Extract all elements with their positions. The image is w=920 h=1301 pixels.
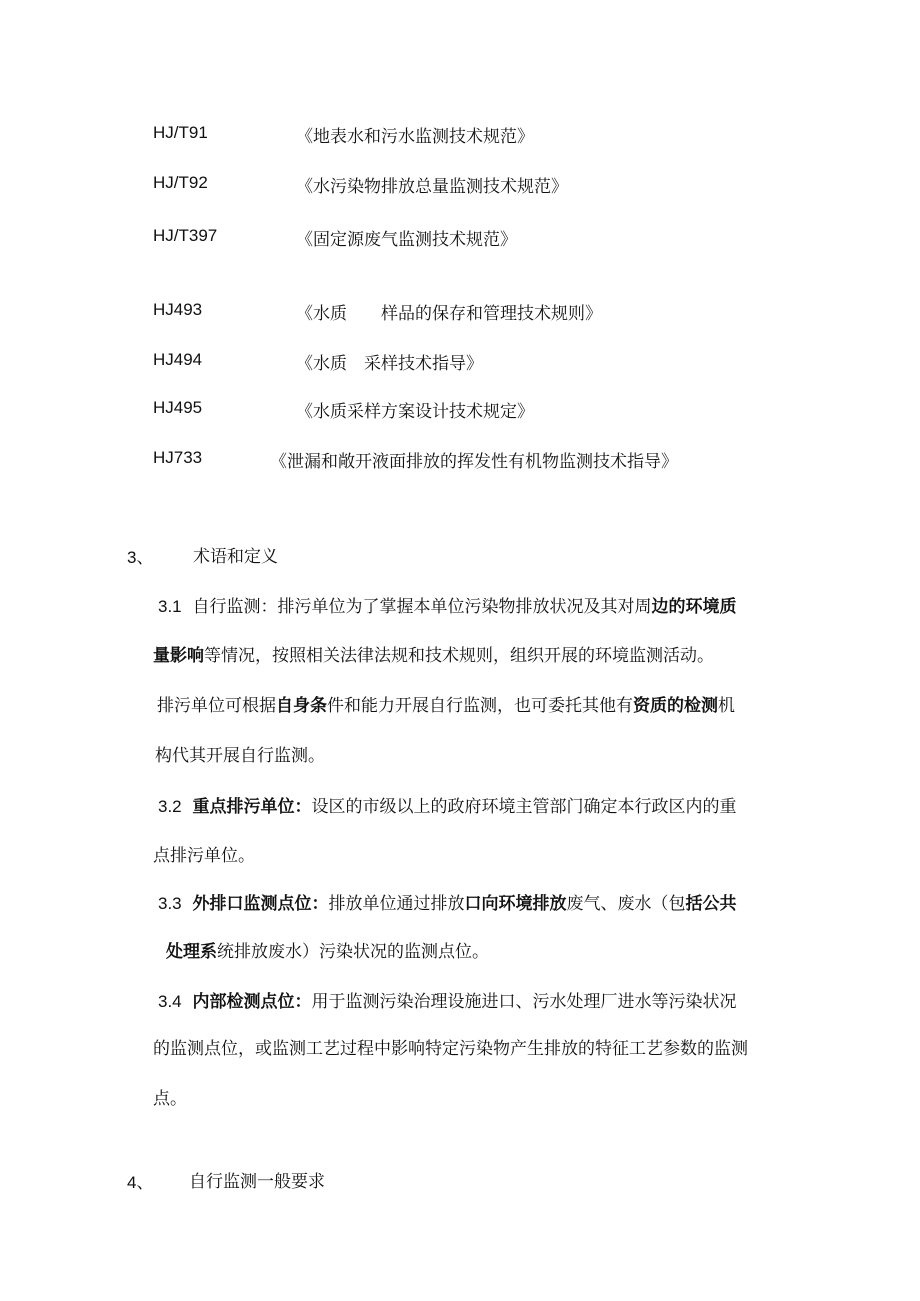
ref-code: HJ/T91 [153,123,208,142]
definition-3-2-line-1: 3.2 重点排污单位：设区的市级以上的政府环境主管部门确定本行政区内的重 [158,797,737,817]
section-number: 3、 [127,548,154,567]
definition-3-4-line-2: 的监测点位，或监测工艺过程中影响特定污染物产生排放的特征工艺参数的监测 [153,1039,748,1059]
section-heading: 术语和定义 [193,547,278,567]
ref-title: 《地表水和污水监测技术规范》 [296,127,534,147]
definition-number: 3.1 [158,597,182,616]
definition-3-3-line-1: 3.3 外排口监测点位：排放单位通过排放口向环境排放废气、废水（包括公共 [158,894,737,914]
ref-title: 《水污染物排放总量监测技术规范》 [296,177,568,197]
definition-number: 3.3 [158,894,182,913]
ref-code: HJ/T92 [153,173,208,192]
section-heading: 自行监测一般要求 [189,1172,325,1192]
definition-3-3-line-2: 处理系统排放废水）污染状况的监测点位。 [166,942,489,962]
ref-code: HJ495 [153,398,203,417]
ref-title: 《水质 样品的保存和管理技术规则》 [296,304,602,324]
definition-3-1-line-2: 量影响等情况，按照相关法律法规和技术规则，组织开展的环境监测活动。 [153,646,714,666]
ref-title: 《固定源废气监测技术规范》 [296,230,517,250]
definition-3-4-line-3: 点。 [153,1089,187,1109]
ref-code: HJ494 [153,350,203,369]
ref-title: 《水质采样方案设计技术规定》 [296,402,534,422]
definition-3-2-line-2: 点排污单位。 [153,846,255,866]
ref-title: 《水质 采样技术指导》 [296,354,483,374]
definition-number: 3.4 [158,992,182,1011]
definition-number: 3.2 [158,797,182,816]
definition-term: 外排口监测点位： [192,894,329,914]
ref-title: 《泄漏和敞开液面排放的挥发性有机物监测技术指导》 [270,452,678,472]
ref-code: HJ733 [153,448,203,467]
definition-term: 内部检测点位： [192,992,312,1012]
ref-code: HJ493 [153,300,203,319]
ref-code: HJ/T397 [153,226,218,245]
section-number: 4、 [127,1173,154,1192]
definition-3-1-line-3: 排污单位可根据自身条件和能力开展自行监测，也可委托其他有资质的检测机 [157,696,735,716]
definition-term: 重点排污单位： [192,797,312,817]
definition-3-4-line-1: 3.4 内部检测点位：用于监测污染治理设施进口、污水处理厂进水等污染状况 [158,992,737,1012]
definition-3-1-line-1: 3.1 自行监测：排污单位为了掌握本单位污染物排放状况及其对周边的环境质 [158,597,737,617]
definition-3-1-line-4: 构代其开展自行监测。 [155,746,325,766]
